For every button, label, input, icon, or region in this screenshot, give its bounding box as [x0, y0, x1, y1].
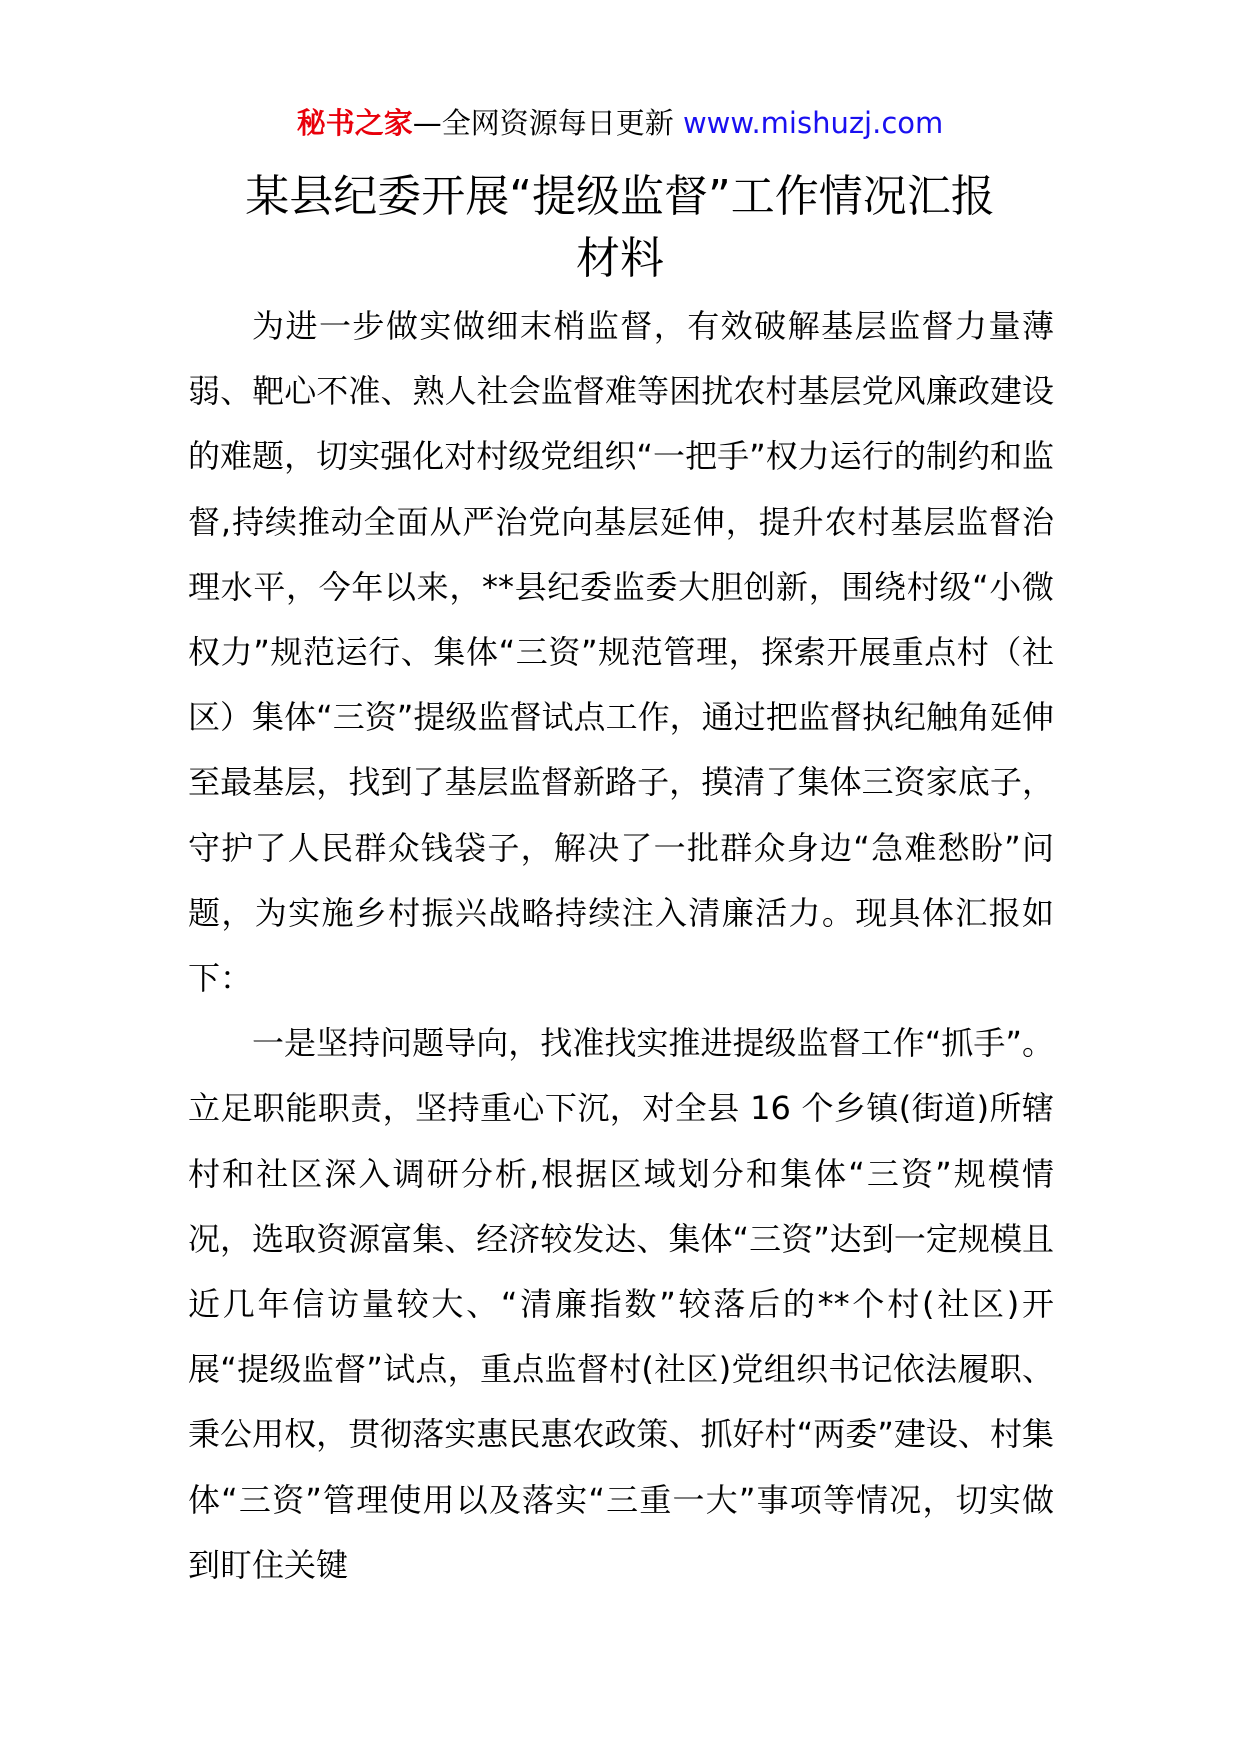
paragraph-section-1: 一是坚持问题导向，找准找实推进提级监督工作“抓手”。立足职能职责，坚持重心下沉，对全县 16 个乡镇(街道)所辖村和社区深入调研分析,根据区域划分和集体“三资”规模情况，选取资源富集、经济较发达、集体“三资”达到一定规模且近几年信访量较大、“清廉指数”较落后的**个村(社区)开展“提级监督”试点，重点监督村(社区)党组织书记依法履职、秉公用权，贯彻落实惠民惠农政策、抓好村“两委”建设、村集体“三资”管理使用以及落实“三重一大”事项等情况，切实做到盯住关键 [188, 1024, 1054, 1584]
brand-name: 秘书之家 [296, 106, 413, 140]
title-line-2: 材料 [576, 233, 664, 284]
document-body [188, 294, 1054, 1598]
title-line-1: 某县纪委开展“提级监督”工作情况汇报 [245, 171, 995, 222]
site-url-link[interactable]: www.mishuzj.com [682, 106, 944, 140]
site-header [0, 103, 1240, 143]
document-title [150, 166, 1090, 290]
paragraph-intro: 为进一步做实做细末梢监督，有效破解基层监督力量薄弱、靶心不准、熟人社会监督难等困扰农村基层党风廉政建设的难题，切实强化对村级党组织“一把手”权力运行的制约和监督,持续推动全面从严治党向基层延伸，提升农村基层监督治理水平，今年以来，**县纪委监委大胆创新，围绕村级“小微权力”规范运行、集体“三资”规范管理，探索开展重点村（社区）集体“三资”提级监督试点工作，通过把监督执纪触角延伸至最基层，找到了基层监督新路子，摸清了集体三资家底子，守护了人民群众钱袋子，解决了一批群众身边“急难愁盼”问题，为实施乡村振兴战略持续注入清廉活力。现具体汇报如下： [188, 307, 1054, 998]
header-tagline: —全网资源每日更新 [412, 106, 683, 140]
